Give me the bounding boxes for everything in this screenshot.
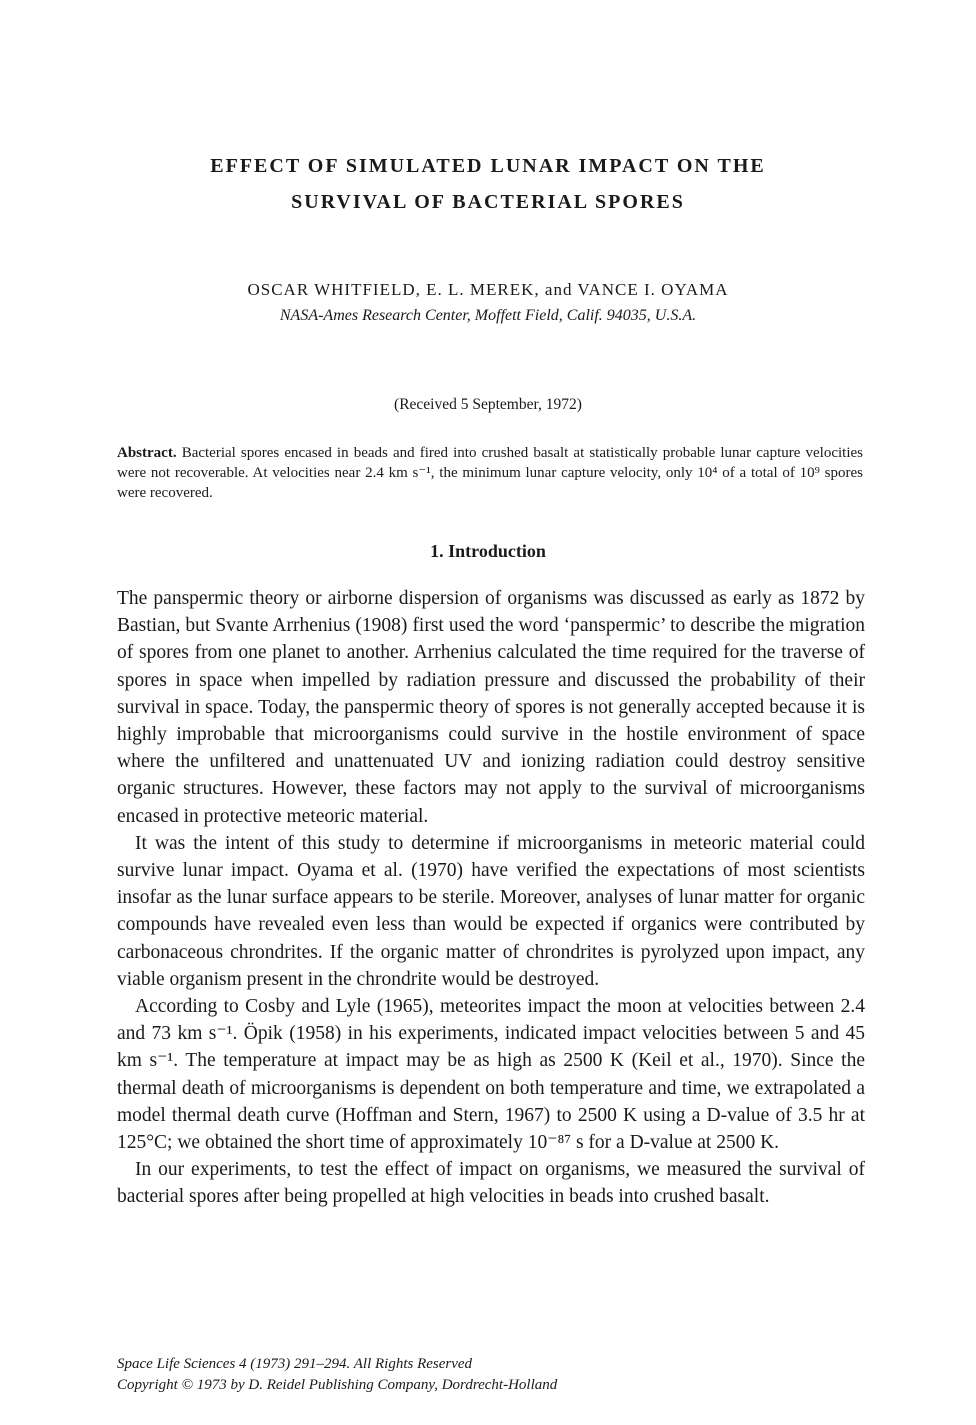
title-line-2: SURVIVAL OF BACTERIAL SPORES [291,191,685,213]
paragraph-1: The panspermic theory or airborne dispersion of organisms was discussed as early as 1872 by Bastian, but Svante Arrhenius (1908) first used the word ‘panspermic’ to describe the migration of spores from one planet to another. Arrhenius calculated the time required for the traverse of spores in space when impelled by radiation pressure and discussed the probability of their survival in space. Today, the panspermic theory of spores is not generally accepted because it is highly improbable that microorganisms could survive in the hostile environment of space where the unfiltered and unattenuated UV and ionizing radiation could destroy sensitive organic structures. However, these factors may not apply to the survival of microorganisms encased in protective meteoric material. [117,588,865,827]
authors: OSCAR WHITFIELD, E. L. MEREK, and VANCE I. OYAMA [247,280,729,299]
footer [117,1354,557,1396]
paragraph-3: According to Cosby and Lyle (1965), meteorites impact the moon at velocities between 2.4 and 73 km s⁻¹. Öpik (1958) in his experiments, indicated impact velocities between 5 and 45 km s⁻¹. The temperature at impact may be as high as 2500 K (Keil et al., 1970). Since the thermal death of microorganisms is dependent on both temperature and time, we extrapolated a model thermal death curve (Hoffman and Stern, 1967) to 2500 K using a D-value of 3.5 hr at 125°C; we obtained the short time of approximately 10⁻⁸⁷ s for a D-value at 2500 K. [117,996,865,1154]
paragraph-2: It was the intent of this study to determine if microorganisms in meteoric material could survive lunar impact. Oyama et al. (1970) have verified the expectations of most scientists insofar as the lunar surface appears to be sterile. Moreover, analyses of lunar matter for organic compounds have revealed even less than would be expected if organics were contributed by carbonaceous chrondrites. If the organic matter of chrondrites is pyrolyzed upon impact, any viable organism present in the chrondrite would be destroyed. [117,832,865,990]
body-text [117,585,865,1211]
abstract-text: Bacterial spores encased in beads and fired into crushed basalt at statistically probable lunar capture velocities were not recoverable. At velocities near 2.4 km s⁻¹, the minimum lunar capture velocity, only 10⁴ of a total of 10⁹ spores were recovered. [117,445,863,501]
abstract-label: Abstract. [117,445,177,461]
paragraph-4: In our experiments, to test the effect of impact on organisms, we measured the survival of bacterial spores after being propelled at high velocities in beads into crushed basalt. [117,1159,865,1208]
affiliation: NASA-Ames Research Center, Moffett Field, Calif. 94035, U.S.A. [279,307,697,324]
section-heading: 1. Introduction [430,541,546,561]
paper-title [0,148,976,220]
title-line-1: EFFECT OF SIMULATED LUNAR IMPACT ON THE [210,155,766,177]
abstract [117,443,863,503]
footer-copyright: Copyright © 1973 by D. Reidel Publishing Company, Dordrecht-Holland [117,1377,558,1393]
footer-journal: Space Life Sciences 4 (1973) 291–294. All Rights Reserved [117,1356,473,1372]
received-date: (Received 5 September, 1972) [394,396,582,413]
